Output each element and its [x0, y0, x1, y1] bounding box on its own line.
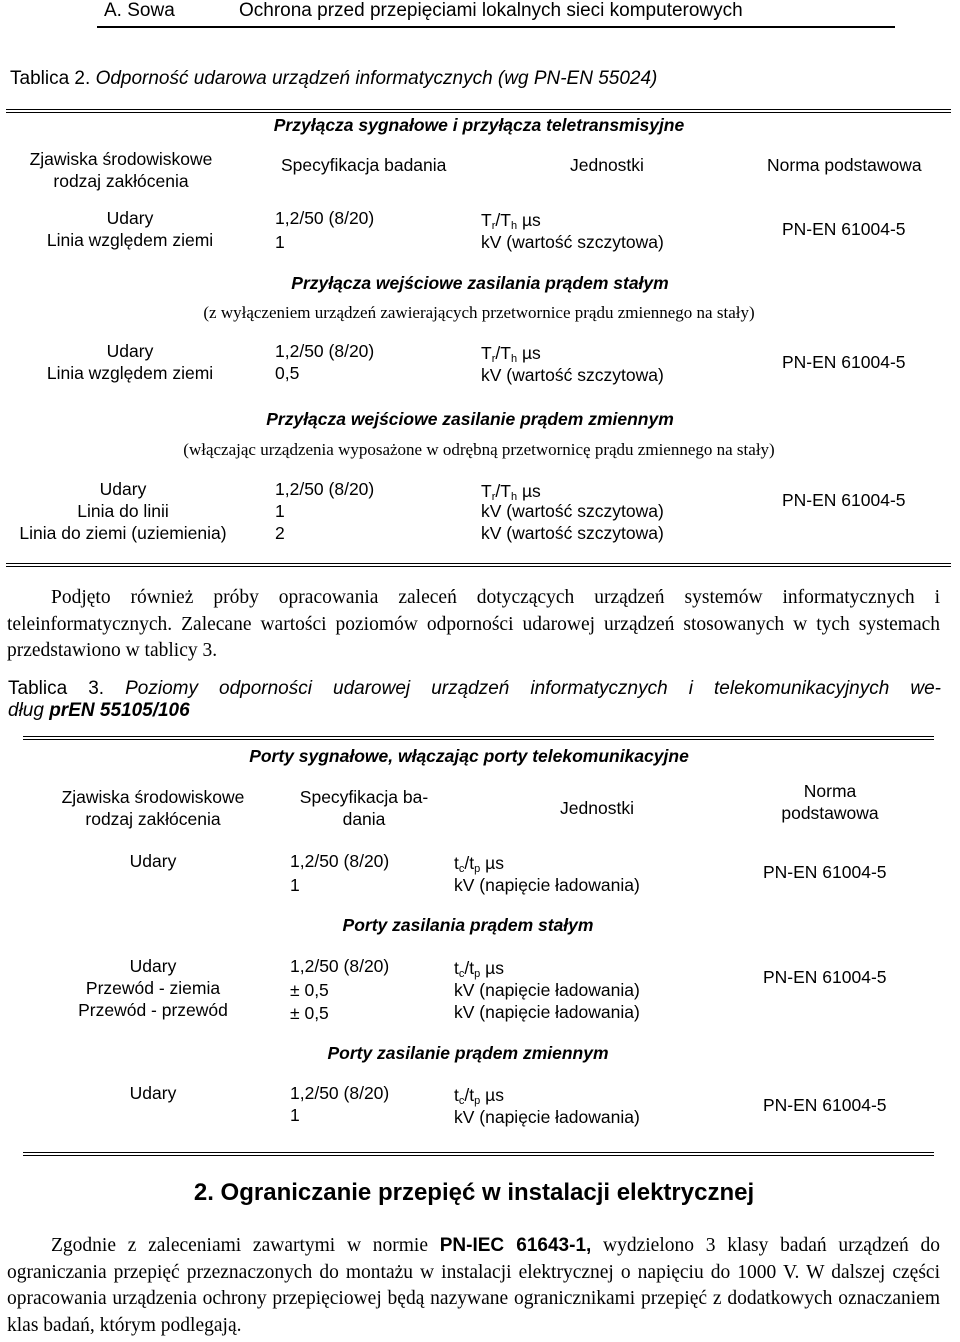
table2-row2-Th: /T [495, 343, 511, 363]
table3-row2-t: t [454, 958, 459, 978]
table3-row3-norm: PN-EN 61004-5 [763, 1095, 887, 1115]
table3-row2-spec-2: ± 0,5 [290, 980, 329, 1000]
table3-section2-title: Porty zasilania prądem stałym [342, 915, 594, 935]
table2-row3-Th: /T [495, 481, 511, 501]
table2-caption [10, 68, 657, 90]
table3-row2-tp: /t [464, 958, 475, 978]
table3-row1-tp: /t [464, 853, 475, 873]
table3-row1-p: p [474, 863, 481, 875]
table3-border-top2 [23, 739, 934, 740]
header-title: Ochrona przed przepięciami lokalnych sieci komputerowych [239, 0, 743, 21]
table2-section1-title: Przyłącza sygnałowe i przyłącza teletransmisyjne [273, 115, 685, 135]
table3-row2-units-kv2: kV (napięcie ładowania) [454, 1002, 640, 1022]
table3-row3-p: p [474, 1095, 481, 1107]
table2-col-phen-2: rodzaj zakłócenia [53, 171, 189, 191]
table2-row3-norm: PN-EN 61004-5 [782, 490, 906, 510]
table2-col-units: Jednostki [570, 155, 644, 175]
table3-row1-norm: PN-EN 61004-5 [763, 862, 887, 882]
table2-row2-r: r [491, 353, 496, 365]
table2-row1-spec-2: 1 [275, 232, 285, 252]
table3-row2-spec-1: 1,2/50 (8/20) [290, 956, 390, 976]
table2-section3-note: (włączając urządzenia wyposażone w odrębną przetwornicę prądu zmiennego na stały) [183, 440, 775, 459]
table2-row2-h: h [510, 353, 518, 365]
paragraph-2-standard: PN-IEC 61643-1, [439, 1235, 592, 1256]
table3-border-top [23, 736, 934, 737]
table3-row3-us: µs [485, 1085, 504, 1105]
table2-row3-T: T [481, 481, 492, 501]
table2-row2-T: T [481, 343, 492, 363]
table2-row3-phen-2: Linia do linii [77, 501, 169, 521]
table3-row1-spec-1: 1,2/50 (8/20) [290, 851, 390, 871]
table2-row1-r: r [491, 220, 496, 232]
table3-caption-label: Tablica 3. [8, 678, 105, 699]
table3-col-units: Jednostki [560, 798, 634, 818]
table3-row2-norm: PN-EN 61004-5 [763, 967, 887, 987]
table3-row2-spec-3: ± 0,5 [290, 1003, 329, 1023]
table2-col-spec: Specyfikacja badania [281, 155, 447, 175]
table2-row1-norm: PN-EN 61004-5 [782, 219, 906, 239]
header-author: A. Sowa [104, 0, 175, 21]
table3-col-phen-1: Zjawiska środowiskowe [61, 787, 245, 807]
table3-row3-tp: /t [464, 1085, 475, 1105]
table3-row1-spec-2: 1 [290, 875, 300, 895]
table2-caption-text: Odporność udarowa urządzeń informatycznych (wg PN-EN 55024) [95, 68, 658, 89]
table3-row1-c: c [458, 863, 465, 875]
table2-row3-phen-3: Linia do ziemi (uziemienia) [19, 523, 227, 543]
table3-row2-units-kv1: kV (napięcie ładowania) [454, 980, 640, 1000]
table2-row3-r: r [491, 491, 496, 503]
table3-row3-units-kv: kV (napięcie ładowania) [454, 1107, 640, 1127]
table2-row1-Th: /T [495, 210, 511, 230]
table3-row2-c: c [458, 968, 465, 980]
table2-row1-phen-2: Linia względem ziemi [46, 230, 214, 250]
table3-section1-title: Porty sygnałowe, włączając porty telekomunikacyjne [249, 746, 689, 766]
table3-row3-spec-2: 1 [290, 1105, 300, 1125]
table3-row3-c: c [458, 1095, 465, 1107]
table2-row2-spec-1: 1,2/50 (8/20) [275, 341, 375, 361]
table3-col-norm-2: podstawowa [781, 803, 879, 823]
table2-section3-title: Przyłącza wejściowe zasilanie prądem zmiennym [266, 409, 674, 429]
table2-section2-note: (z wyłączeniem urządzeń zawierających przetwornice prądu zmiennego na stały) [203, 303, 755, 322]
table2-col-norm: Norma podstawowa [767, 155, 922, 175]
table3-row3-spec-1: 1,2/50 (8/20) [290, 1083, 390, 1103]
table2-row1-h: h [510, 220, 518, 232]
table3-row2-phen-3: Przewód - przewód [78, 1000, 228, 1020]
table2-row3-units-kv2: kV (wartość szczytowa) [481, 523, 664, 543]
section-2-heading: 2. Ograniczanie przepięć w instalacji elektrycznej [193, 1179, 755, 1206]
table2-row3-spec-2: 1 [275, 501, 285, 521]
table2-border-bottom2 [6, 566, 951, 567]
table3-caption-text-2: dług [8, 700, 50, 721]
table3-section3-title: Porty zasilanie prądem zmiennym [327, 1043, 609, 1063]
table2-row1-units-kv: kV (wartość szczytowa) [481, 232, 664, 252]
table2-row3-phen-1: Udary [99, 479, 147, 499]
table3-row2-p: p [474, 968, 481, 980]
table2-row1-spec-1: 1,2/50 (8/20) [275, 208, 375, 228]
table2-row3-us: µs [521, 481, 541, 501]
table3-row1-us: µs [485, 853, 504, 873]
table2-border-top2 [6, 112, 951, 113]
table3-row3-phen: Udary [129, 1083, 177, 1103]
table2-caption-label: Tablica 2. [10, 68, 91, 89]
table3-col-phen-2: rodzaj zakłócenia [85, 809, 221, 829]
table3-row2-us: µs [485, 958, 504, 978]
paragraph-2-part1: Zgodnie z zaleceniami zawartymi w normie [51, 1235, 440, 1256]
table3-caption [8, 678, 941, 722]
table3-col-spec-1: Specyfikacja ba- [299, 787, 429, 807]
paragraph-1: Podjęto również próby opracowania zaleceń dotyczących urządzeń systemów informatycznych i teleinformatycznych. Zalecane wartości poziomów odporności udarowej urządzeń stosowanych w tych systemach przedstawiono w tablicy 3. [7, 587, 940, 661]
table3-border-bottom2 [23, 1155, 934, 1156]
table3-row1-phen: Udary [129, 851, 177, 871]
table2-row3-h: h [510, 491, 518, 503]
table2-row3-spec-3: 2 [275, 523, 285, 543]
paragraph-2 [7, 1233, 940, 1339]
table3-row3-t: t [454, 1085, 459, 1105]
table3-col-norm-1: Norma [803, 781, 857, 801]
table2-row2-phen-2: Linia względem ziemi [46, 363, 214, 383]
table2-section2-title: Przyłącza wejściowe zasilania prądem stałym [291, 273, 669, 293]
table2-row1-phen-1: Udary [106, 208, 154, 228]
table2-row2-spec-2: 0,5 [275, 363, 300, 383]
table3-col-spec-2: dania [342, 809, 386, 829]
table3-row2-phen-1: Udary [129, 956, 177, 976]
table3-row1-units-kv: kV (napięcie ładowania) [454, 875, 640, 895]
table2-row2-norm: PN-EN 61004-5 [782, 352, 906, 372]
table2-border-bottom [6, 563, 951, 564]
table2-row2-units-kv: kV (wartość szczytowa) [481, 365, 664, 385]
table2-border-top [6, 109, 951, 110]
table3-caption-text-1: Poziomy odporności udarowej urządzeń informatycznych i telekomunikacyjnych we- [125, 678, 941, 699]
table2-row1-us: µs [521, 210, 541, 230]
table2-row2-phen-1: Udary [106, 341, 154, 361]
table2-row3-units-kv1: kV (wartość szczytowa) [481, 501, 664, 521]
header-rule [97, 26, 895, 28]
table3-row2-phen-2: Przewód - ziemia [85, 978, 221, 998]
paragraph-2-part2: wydzielono 3 klasy badań urządzeń do ograniczania przepięć przeznaczonych do montażu w instalacji elektrycznej o napięciu do 1000 V. W dalszej części opracowania urządzenia ochrony przepięciowej będą nazywane ogranicznikami przepięć z dodatkowych oznaczaniem klas badań, którym podlegają. [7, 1235, 940, 1336]
table3-border-bottom [23, 1152, 934, 1153]
table3-caption-bold: prEN 55105/106 [49, 700, 190, 721]
table2-col-phen-1: Zjawiska środowiskowe [29, 149, 213, 169]
table2-row2-us: µs [521, 343, 541, 363]
table3-row1-t: t [454, 853, 459, 873]
table2-row1-T: T [481, 210, 492, 230]
table2-row3-spec-1: 1,2/50 (8/20) [275, 479, 375, 499]
